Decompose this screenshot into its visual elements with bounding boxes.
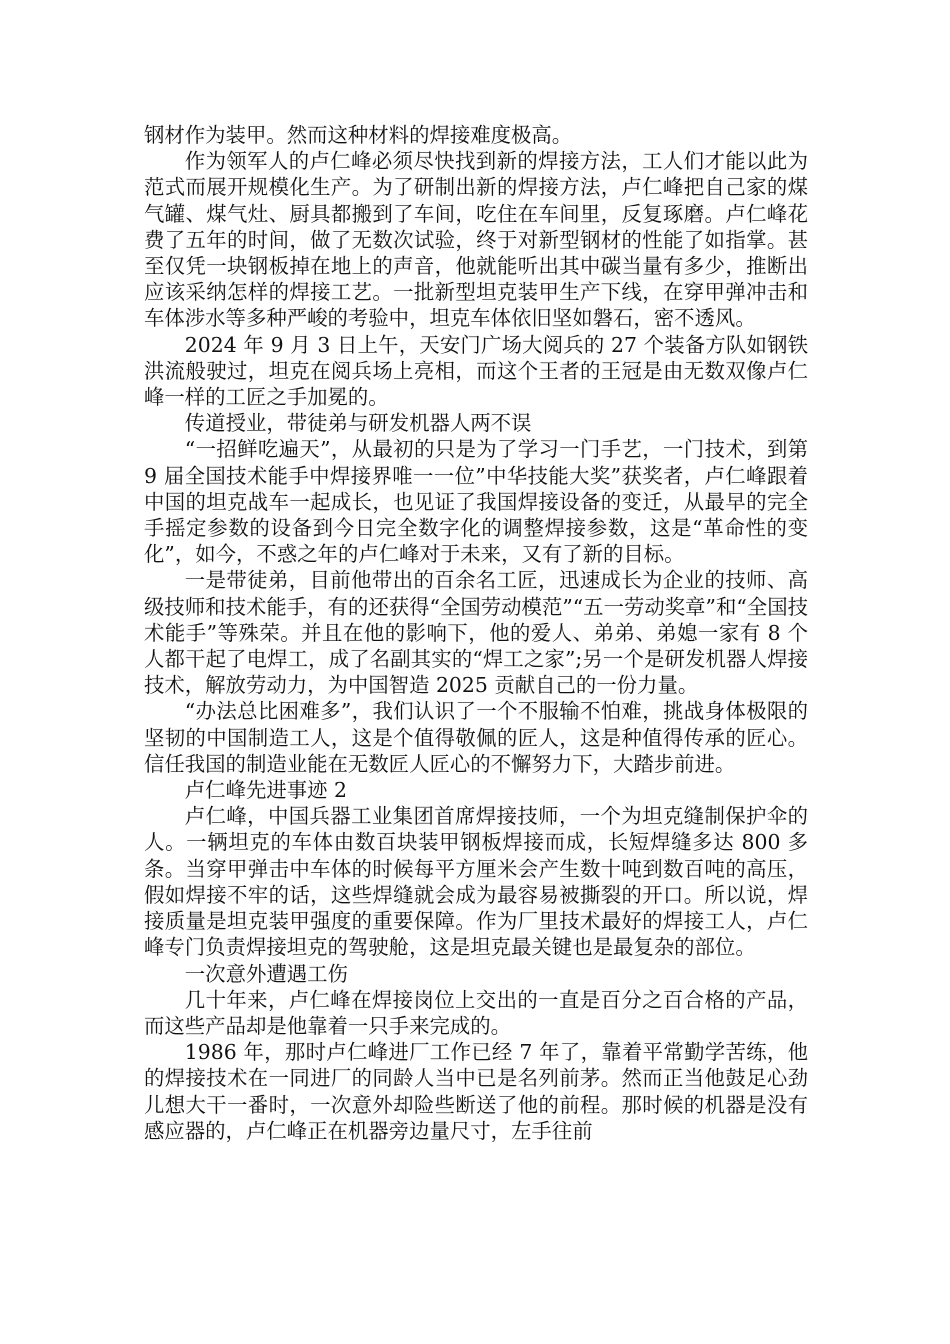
paragraph-1986: 1986 年，那时卢仁峰进厂工作已经 7 年了，靠着平常勤学苦练，他的焊接技术在一同进厂的同龄人当中已是名列前茅。然而正当他鼓足心劲儿想大干一番时，一次意外却险些断送了他的前程。那时候的机器是没有感应器的，卢仁峰正在机器旁边量尺寸，左手往前	[144, 1040, 808, 1143]
paragraph-parade: 2024 年 9 月 3 日上午，天安门广场大阅兵的 27 个装备方队如钢铁洪流般驶过，坦克在阅兵场上亮相，而这个王者的王冠是由无数双像卢仁峰一样的工匠之手加冕的。	[144, 332, 808, 410]
paragraph-skill: “一招鲜吃遍天”，从最初的只是为了学习一门手艺，一门技术，到第 9 届全国技术能手中焊接界唯一一位”中华技能大奖”获奖者，卢仁峰跟着中国的坦克战车一起成长，也见证了我国焊接设备的变迁，从最早的完全手摇定参数的设备到今日完全数字化的调整焊接参数，这是“革命性的变化”，如今，不惑之年的卢仁峰对于未来，又有了新的目标。	[144, 437, 808, 567]
section-heading-injury: 一次意外遭遇工伤	[184, 961, 348, 986]
paragraph-craftsman: “办法总比困难多”，我们认识了一个不服输不怕难，挑战身体极限的坚韧的中国制造工人，这是个值得敬佩的匠人，这是种值得传承的匠心。信任我国的制造业能在无数匠人匠心的不懈努力下，大踏步前进。	[144, 699, 808, 776]
paragraph-intro: 卢仁峰，中国兵器工业集团首席焊接技师，一个为坦克缝制保护伞的人。一辆坦克的车体由数百块装甲钢板焊接而成，长短焊缝多达 800 多条。当穿甲弹击中车体的时候每平方厘米会产生数十吨到数百吨的高压，假如焊接不牢的话，这些焊缝就会成为最容易被撕裂的开口。所以说，焊接质量是坦克装甲强度的重要保障。作为厂里技术最好的焊接工人，卢仁峰专门负责焊接坦克的驾驶舱，这是坦克最关键也是最复杂的部位。	[144, 804, 808, 960]
paragraph-one-hand: 几十年来，卢仁峰在焊接岗位上交出的一直是百分之百合格的产品，而这些产品却是他靠着一只手来完成的。	[144, 987, 808, 1038]
section-heading-deeds-2: 卢仁峰先进事迹 2	[184, 778, 347, 803]
document-page	[144, 122, 808, 1144]
paragraph-continuation: 钢材作为装甲。然而这种材料的焊接难度极高。	[144, 123, 573, 147]
paragraph-apprentices: 一是带徒弟，目前他带出的百余名工匠，迅速成长为企业的技师、高级技师和技术能手，有的还获得“全国劳动模范”“五一劳动奖章”和“全国技术能手”等殊荣。并且在他的影响下，他的爱人、弟弟、弟媳一家有 8 个人都干起了电焊工，成了名副其实的“焊工之家”;另一个是研发机器人焊接技术，解放劳动力，为中国智造 2025 贡献自己的一份力量。	[144, 568, 808, 698]
paragraph-new-welding-method: 作为领军人的卢仁峰必须尽快找到新的焊接方法，工人们才能以此为范式而展开规模化生产。为了研制出新的焊接方法，卢仁峰把自己家的煤气罐、煤气灶、厨具都搬到了车间，吃住在车间里，反复琢磨。卢仁峰花费了五年的时间，做了无数次试验，终于对新型钢材的性能了如指掌。甚至仅凭一块钢板掉在地上的声音，他就能听出其中碳当量有多少，推断出应该采纳怎样的焊接工艺。一批新型坦克装甲生产下线，在穿甲弹冲击和车体涉水等多种严峻的考验中，坦克车体依旧坚如磐石，密不透风。	[144, 149, 808, 331]
section-heading-teaching: 传道授业，带徒弟与研发机器人两不误	[184, 411, 532, 436]
